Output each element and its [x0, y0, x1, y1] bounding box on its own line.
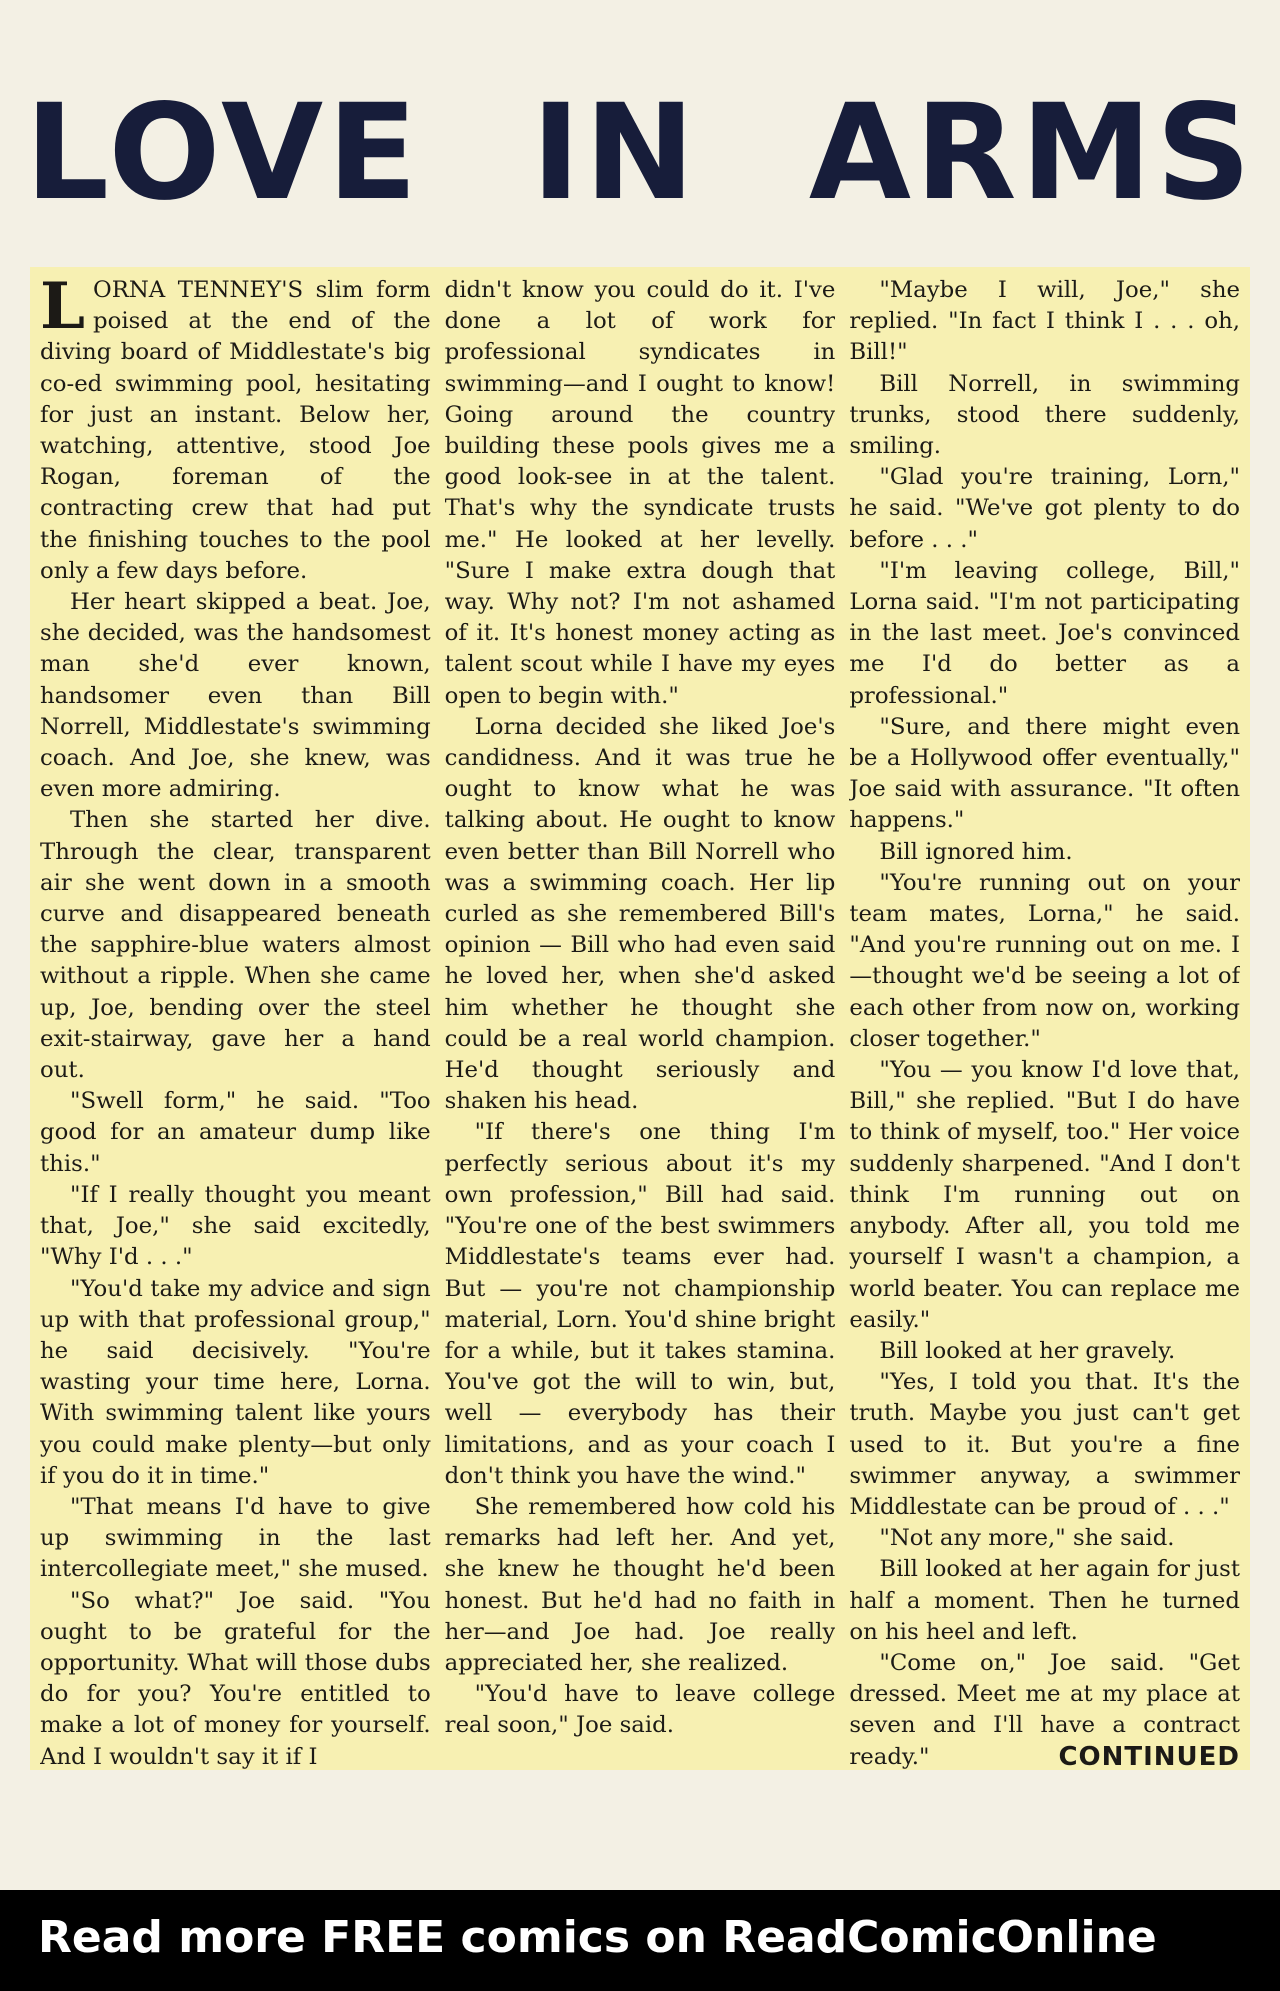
story-paragraph: didn't know you could do it. I've done a lot of work for professional syndicates in swimming—and I ought to know! Going around the country building these pools gives me a good look-see in at the talent. That's why the syndicate trusts me." He looked at her levelly. "Sure I make extra dough that way. Why not? I'm not ashamed of it. It's honest money acting as talent scout while I have my eyes open to begin with." — [444, 277, 836, 709]
story-paragraph: "Swell form," he said. "Too good for an amateur dump like this." — [40, 1088, 431, 1177]
story-text — [30, 267, 1250, 1770]
story-paragraph: Then she started her dive. Through the clear, transparent air she went down in a smooth curve and disappeared beneath the sapphire-blue waters almost without a ripple. When she came up, Joe, bending over the steel exit-stairway, gave her a hand out. — [40, 807, 431, 1084]
story-paragraph: "Glad you're training, Lorn," he said. "We've got plenty to do before . . ." — [849, 464, 1241, 553]
story-paragraph: "Maybe I will, Joe," she replied. "In fact I think I . . . oh, Bill!" — [849, 277, 1241, 366]
story-paragraph: "You'd take my advice and sign up with that professional group," he said decisively. "You're wasting your time here, Lorna. With swimming talent like yours you could make plenty—but only if you do it in time." — [40, 1275, 431, 1489]
story-paragraph: LORNA TENNEY'S slim form poised at the end of the diving board of Middlestate's big co-ed swimming pool, hesitating for just an instant. Below her, watching, attentive, stood Joe Rogan, foreman of the contracting crew that had put the finishing touches to the pool only a few days before. — [40, 275, 431, 584]
story-paragraph: "You're running out on your team mates, Lorna," he said. "And you're running out on me. I—thought we'd be seeing a lot of each other from now on, working closer together." — [849, 869, 1241, 1052]
story-paragraph: "Come on," Joe said. "Get dressed. Meet me at my place at seven and I'll have a contract ready." CONTINUED — [849, 1648, 1240, 1770]
story-paragraph: Bill Norrell, in swimming trunks, stood there suddenly, smiling. — [849, 370, 1241, 460]
page-title: LOVE IN ARMS — [24, 76, 1256, 230]
story-paragraph: "If there's one thing I'm perfectly serious about it's my own profession," Bill had said. "You're one of the best swimmers Middlestate's teams ever had. But — you're not championship material, Lorn. You'd shine bright for a while, but it takes stamina. You've got the will to win, but, well — everybody has their limitations, and as your coach I don't think you have the wind." — [444, 1119, 836, 1489]
story-paragraph: "You'd have to leave college real soon," Joe said. — [444, 1681, 836, 1739]
story-paragraph: She remembered how cold his remarks had left her. And yet, she knew he thought he'd been honest. But he'd had no faith in her—and Joe had. Joe really appreciated her, she realized. — [444, 1493, 836, 1676]
drop-cap: L — [40, 275, 85, 344]
story-paragraph: "That means I'd have to give up swimming in the last intercollegiate meet," she mused. — [40, 1493, 431, 1583]
story-column-1 — [40, 275, 431, 1770]
story-paragraph: Bill ignored him. — [879, 838, 1073, 865]
story-column-3 — [849, 275, 1240, 1770]
story-column-2 — [445, 275, 836, 1770]
story-paragraph: "Yes, I told you that. It's the truth. Maybe you just can't get used to it. But you're a fine swimmer anyway, a swimmer Middlestate can be proud of . . ." — [849, 1369, 1241, 1520]
story-paragraph: "If I really thought you meant that, Joe," she said excitedly, "Why I'd . . ." — [40, 1181, 431, 1271]
continued-label: CONTINUED — [1058, 1741, 1241, 1770]
story-paragraph: "Sure, and there might even be a Hollywood offer eventually," Joe said with assurance. "It often happens." — [849, 713, 1241, 834]
story-paragraph: Lorna decided she liked Joe's candidness. And it was true he ought to know what he was talking about. He ought to know even better than Bill Norrell who was a swimming coach. Her lip curled as she remembered Bill's opinion — Bill who had even said he loved her, when she'd asked him whether he thought she could be a real world champion. He'd thought seriously and shaken his head. — [444, 713, 836, 1115]
footer-banner — [0, 1890, 1280, 1991]
story-paragraph: "You — you know I'd love that, Bill," she replied. "But I do have to think of myself, too." Her voice suddenly sharpened. "And I don't think I'm running out on anybody. After all, you told me yourself I wasn't a champion, a world beater. You can replace me easily." — [849, 1057, 1241, 1333]
story-paragraph: Bill looked at her gravely. — [879, 1337, 1176, 1364]
story-paragraph: Bill looked at her again for just half a moment. Then he turned on his heel and left. — [849, 1556, 1241, 1645]
story-paragraph: "So what?" Joe said. "You ought to be grateful for the opportunity. What will those dubs do for you? You're entitled to make a lot of money for yourself. And I wouldn't say it if I — [40, 1587, 431, 1770]
footer-link[interactable]: Read more FREE comics on ReadComicOnline — [38, 1912, 1157, 1963]
story-paragraph: "I'm leaving college, Bill," Lorna said. "I'm not participating in the last meet. Joe's convinced me I'd do better as a professional." — [849, 557, 1241, 709]
story-paragraph: "Not any more," she said. — [879, 1525, 1175, 1552]
story-paragraph: Her heart skipped a beat. Joe, she decided, was the handsomest man she'd ever known, handsomer even than Bill Norrell, Middlestate's swimming coach. And Joe, she knew, was even more admiring. — [40, 589, 431, 803]
